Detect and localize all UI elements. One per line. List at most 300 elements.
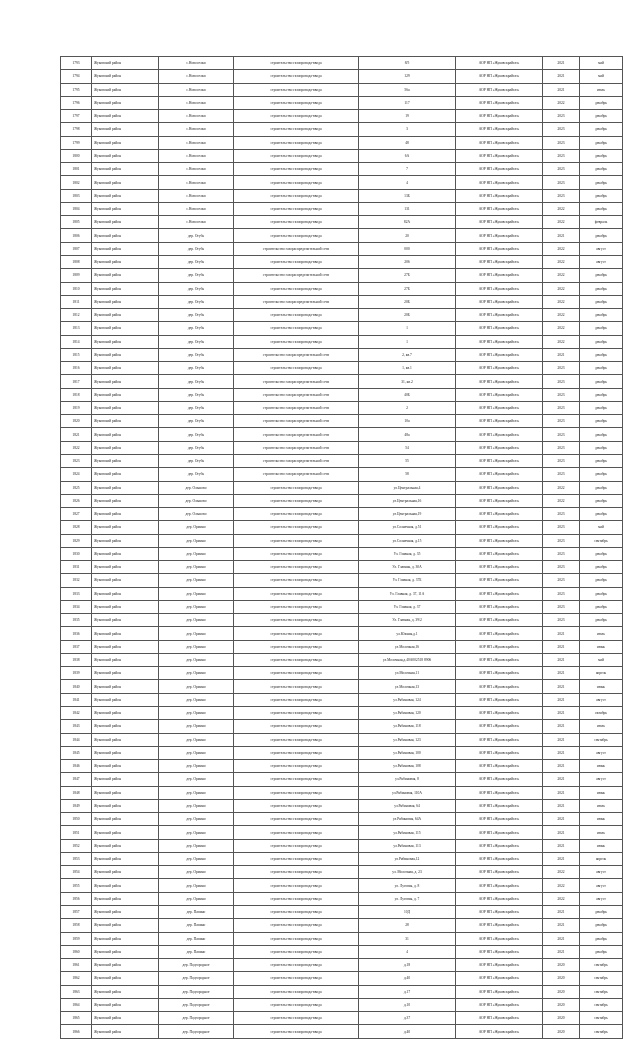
- district-cell: Жуковский район: [92, 123, 159, 136]
- contractor-cell: АОР НП «Жуковскрайгаз»: [456, 945, 543, 958]
- row-number-cell: 1806: [61, 229, 92, 242]
- work-type-cell: строительство газопровода-ввода: [234, 985, 359, 998]
- settlement-cell: дер. Огубь: [159, 375, 234, 388]
- table-row: [61, 335, 623, 348]
- row-number-cell: 1864: [61, 998, 92, 1011]
- row-number-cell: 1811: [61, 295, 92, 308]
- settlement-cell: дер. Огубь: [159, 415, 234, 428]
- contractor-cell: АОР НП «Жуковскрайгаз»: [456, 799, 543, 812]
- work-type-cell: строительство газораспределительной сети: [234, 441, 359, 454]
- contractor-cell: АОР НП «Жуковскрайгаз»: [456, 348, 543, 361]
- table-row: [61, 494, 623, 507]
- row-number-cell: 1840: [61, 680, 92, 693]
- month-cell: июнь: [580, 839, 623, 852]
- row-number-cell: 1843: [61, 720, 92, 733]
- month-cell: декабрь: [580, 362, 623, 375]
- settlement-cell: дер. Ормино: [159, 799, 234, 812]
- year-cell: 2023: [543, 375, 580, 388]
- object-address-cell: 28: [359, 919, 456, 932]
- settlement-cell: дер. Ормино: [159, 680, 234, 693]
- contractor-cell: АОР НП «Жуковскрайгаз»: [456, 322, 543, 335]
- settlement-cell: дер. Огубь: [159, 322, 234, 335]
- contractor-cell: АОР НП «Жуковскрайгаз»: [456, 640, 543, 653]
- district-cell: Жуковский район: [92, 720, 159, 733]
- settlement-cell: дер. Ормино: [159, 879, 234, 892]
- month-cell: август: [580, 693, 623, 706]
- month-cell: декабрь: [580, 561, 623, 574]
- settlement-cell: дер. Огубь: [159, 468, 234, 481]
- work-type-cell: строительство газопровода-ввода: [234, 998, 359, 1011]
- object-address-cell: ул.Солнечная, д.51: [359, 521, 456, 534]
- object-address-cell: Ул. Главная, д. 37: [359, 600, 456, 613]
- work-type-cell: строительство газопровода-ввода: [234, 972, 359, 985]
- work-type-cell: строительство газопровода-ввода: [234, 57, 359, 70]
- table-row: [61, 799, 623, 812]
- row-number-cell: 1808: [61, 255, 92, 268]
- row-number-cell: 1812: [61, 309, 92, 322]
- row-number-cell: 1847: [61, 773, 92, 786]
- year-cell: 2021: [543, 852, 580, 865]
- contractor-cell: АОР НП «Жуковскрайгаз»: [456, 163, 543, 176]
- work-type-cell: строительство газопровода-ввода: [234, 945, 359, 958]
- settlement-cell: дер. Огубь: [159, 229, 234, 242]
- month-cell: июль: [580, 720, 623, 733]
- object-address-cell: 1: [359, 335, 456, 348]
- year-cell: 2021: [543, 839, 580, 852]
- settlement-cell: с.Новоселки: [159, 57, 234, 70]
- district-cell: Жуковский район: [92, 229, 159, 242]
- year-cell: 2022: [543, 202, 580, 215]
- row-number-cell: 1796: [61, 96, 92, 109]
- contractor-cell: АОР НП «Жуковскрайгаз»: [456, 614, 543, 627]
- table-row: [61, 693, 623, 706]
- settlement-cell: дер. Подгородное: [159, 1012, 234, 1025]
- row-number-cell: 1832: [61, 574, 92, 587]
- table-row: [61, 866, 623, 879]
- year-cell: 2021: [543, 680, 580, 693]
- work-type-cell: строительство газопровода-ввода: [234, 508, 359, 521]
- object-address-cell: 27Б: [359, 282, 456, 295]
- month-cell: сентябрь: [580, 1025, 623, 1038]
- table-row: [61, 653, 623, 666]
- contractor-cell: АОР НП «Жуковскрайгаз»: [456, 282, 543, 295]
- month-cell: август: [580, 242, 623, 255]
- district-cell: Жуковский район: [92, 640, 159, 653]
- table-row: [61, 892, 623, 905]
- object-address-cell: ул.Рябиновая, 64А: [359, 813, 456, 826]
- district-cell: Жуковский район: [92, 600, 159, 613]
- settlement-cell: с.Новоселки: [159, 189, 234, 202]
- table-row: [61, 746, 623, 759]
- district-cell: Жуковский район: [92, 362, 159, 375]
- work-type-cell: строительство газопровода-ввода: [234, 760, 359, 773]
- object-address-cell: 19: [359, 110, 456, 123]
- settlement-cell: с.Новоселки: [159, 136, 234, 149]
- year-cell: 2023: [543, 454, 580, 467]
- contractor-cell: АОР НП «Жуковскрайгаз»: [456, 96, 543, 109]
- year-cell: 2021: [543, 826, 580, 839]
- settlement-cell: дер. Ормино: [159, 587, 234, 600]
- settlement-cell: с.Новоселки: [159, 123, 234, 136]
- year-cell: 2023: [543, 163, 580, 176]
- year-cell: 2023: [543, 614, 580, 627]
- settlement-cell: дер. Ормино: [159, 614, 234, 627]
- district-cell: Жуковский район: [92, 508, 159, 521]
- district-cell: Жуковский район: [92, 707, 159, 720]
- work-type-cell: строительство газопровода-ввода: [234, 189, 359, 202]
- row-number-cell: 1814: [61, 335, 92, 348]
- object-address-cell: ул.Центральная,19: [359, 508, 456, 521]
- month-cell: декабрь: [580, 481, 623, 494]
- table-row: [61, 667, 623, 680]
- work-type-cell: строительство газораспределительной сети: [234, 348, 359, 361]
- month-cell: февраль: [580, 216, 623, 229]
- contractor-cell: АОР НП «Жуковскрайгаз»: [456, 441, 543, 454]
- year-cell: 2021: [543, 720, 580, 733]
- object-address-cell: ул.Молочная,11: [359, 667, 456, 680]
- contractor-cell: АОР НП «Жуковскрайгаз»: [456, 508, 543, 521]
- year-cell: 2021: [543, 773, 580, 786]
- month-cell: сентябрь: [580, 1012, 623, 1025]
- settlement-cell: дер. Ормино: [159, 667, 234, 680]
- work-type-cell: строительство газопровода-ввода: [234, 1025, 359, 1038]
- year-cell: 2022: [543, 892, 580, 905]
- work-type-cell: строительство газопровода-ввода: [234, 773, 359, 786]
- row-number-cell: 1861: [61, 959, 92, 972]
- year-cell: 2022: [543, 282, 580, 295]
- row-number-cell: 1838: [61, 653, 92, 666]
- object-address-cell: д.40: [359, 1025, 456, 1038]
- object-address-cell: 4: [359, 176, 456, 189]
- contractor-cell: АОР НП «Жуковскрайгаз»: [456, 415, 543, 428]
- month-cell: декабрь: [580, 123, 623, 136]
- contractor-cell: АОР НП «Жуковскрайгаз»: [456, 720, 543, 733]
- settlement-cell: дер. Ормино: [159, 693, 234, 706]
- settlement-cell: дер. Огубь: [159, 295, 234, 308]
- contractor-cell: АОР НП «Жуковскрайгаз»: [456, 428, 543, 441]
- work-type-cell: строительство газопровода-ввода: [234, 176, 359, 189]
- month-cell: декабрь: [580, 932, 623, 945]
- row-number-cell: 1833: [61, 587, 92, 600]
- row-number-cell: 1809: [61, 269, 92, 282]
- district-cell: Жуковский район: [92, 985, 159, 998]
- object-address-cell: 3: [359, 123, 456, 136]
- year-cell: 2023: [543, 521, 580, 534]
- month-cell: декабрь: [580, 202, 623, 215]
- district-cell: Жуковский район: [92, 401, 159, 414]
- contractor-cell: АОР НП «Жуковскрайгаз»: [456, 242, 543, 255]
- table-row: [61, 388, 623, 401]
- contractor-cell: АОР НП «Жуковскрайгаз»: [456, 826, 543, 839]
- district-cell: Жуковский район: [92, 892, 159, 905]
- month-cell: август: [580, 866, 623, 879]
- contractor-cell: АОР НП «Жуковскрайгаз»: [456, 149, 543, 162]
- table-row: [61, 640, 623, 653]
- district-cell: Жуковский район: [92, 57, 159, 70]
- contractor-cell: АОР НП «Жуковскрайгаз»: [456, 653, 543, 666]
- year-cell: 2023: [543, 600, 580, 613]
- object-address-cell: 20: [359, 229, 456, 242]
- object-address-cell: 2: [359, 401, 456, 414]
- year-cell: 2021: [543, 707, 580, 720]
- district-cell: Жуковский район: [92, 786, 159, 799]
- table-row: [61, 959, 623, 972]
- object-address-cell: 10Д: [359, 906, 456, 919]
- table-row: [61, 269, 623, 282]
- row-number-cell: 1860: [61, 945, 92, 958]
- contractor-cell: АОР НП «Жуковскрайгаз»: [456, 1012, 543, 1025]
- settlement-cell: дер. Ормино: [159, 826, 234, 839]
- month-cell: декабрь: [580, 149, 623, 162]
- work-type-cell: строительство газопровода-ввода: [234, 653, 359, 666]
- row-number-cell: 1818: [61, 388, 92, 401]
- object-address-cell: Ул. Главная, д. 35: [359, 547, 456, 560]
- work-type-cell: строительство газопровода-ввода: [234, 149, 359, 162]
- district-cell: Жуковский район: [92, 813, 159, 826]
- month-cell: декабрь: [580, 388, 623, 401]
- row-number-cell: 1841: [61, 693, 92, 706]
- district-cell: Жуковский район: [92, 693, 159, 706]
- settlement-cell: дер. Огубь: [159, 255, 234, 268]
- table-row: [61, 760, 623, 773]
- row-number-cell: 1816: [61, 362, 92, 375]
- object-address-cell: ул.Рябиновая, 64: [359, 799, 456, 812]
- table-row: [61, 481, 623, 494]
- settlement-cell: дер. Ормино: [159, 640, 234, 653]
- object-address-cell: 54: [359, 441, 456, 454]
- table-row: [61, 906, 623, 919]
- object-address-cell: ул.Рябиновая, 118: [359, 720, 456, 733]
- settlement-cell: с.Новоселки: [159, 176, 234, 189]
- table-row: [61, 773, 623, 786]
- work-type-cell: строительство газопровода-ввода: [234, 786, 359, 799]
- object-address-cell: ул.Рябиновая, 113: [359, 839, 456, 852]
- object-address-cell: ул.Центральная,4: [359, 481, 456, 494]
- month-cell: декабрь: [580, 441, 623, 454]
- district-cell: Жуковский район: [92, 547, 159, 560]
- settlement-cell: с.Новоселки: [159, 216, 234, 229]
- work-type-cell: строительство газопровода-ввода: [234, 720, 359, 733]
- object-address-cell: ул.Рябиновая, 8: [359, 773, 456, 786]
- work-type-cell: строительство газораспределительной сети: [234, 454, 359, 467]
- work-type-cell: строительство газопровода-ввода: [234, 852, 359, 865]
- object-address-cell: 1, кв.1: [359, 362, 456, 375]
- table-row: [61, 70, 623, 83]
- table-row: [61, 534, 623, 547]
- district-cell: Жуковский район: [92, 667, 159, 680]
- work-type-cell: строительство газопровода-ввода: [234, 680, 359, 693]
- district-cell: Жуковский район: [92, 521, 159, 534]
- row-number-cell: 1857: [61, 906, 92, 919]
- settlement-cell: дер. Огубь: [159, 362, 234, 375]
- row-number-cell: 1828: [61, 521, 92, 534]
- year-cell: 2021: [543, 746, 580, 759]
- row-number-cell: 1827: [61, 508, 92, 521]
- contractor-cell: АОР НП «Жуковскрайгаз»: [456, 773, 543, 786]
- year-cell: 2023: [543, 388, 580, 401]
- object-address-cell: ул. Луговая, д. 7: [359, 892, 456, 905]
- district-cell: Жуковский район: [92, 96, 159, 109]
- district-cell: Жуковский район: [92, 216, 159, 229]
- month-cell: май: [580, 521, 623, 534]
- work-type-cell: строительство газопровода-ввода: [234, 547, 359, 560]
- object-address-cell: 48: [359, 136, 456, 149]
- contractor-cell: АОР НП «Жуковскрайгаз»: [456, 1025, 543, 1038]
- month-cell: июль: [580, 83, 623, 96]
- object-address-cell: д.10: [359, 998, 456, 1011]
- work-type-cell: строительство газопровода-ввода: [234, 574, 359, 587]
- table-row: [61, 149, 623, 162]
- row-number-cell: 1817: [61, 375, 92, 388]
- year-cell: 2021: [543, 760, 580, 773]
- table-row: [61, 985, 623, 998]
- work-type-cell: строительство газопровода-ввода: [234, 282, 359, 295]
- month-cell: декабрь: [580, 96, 623, 109]
- work-type-cell: строительство газопровода-ввода: [234, 839, 359, 852]
- object-address-cell: 56а: [359, 83, 456, 96]
- contractor-cell: АОР НП «Жуковскрайгаз»: [456, 229, 543, 242]
- row-number-cell: 1858: [61, 919, 92, 932]
- object-address-cell: ул.Рябиновая,12: [359, 852, 456, 865]
- table-row: [61, 720, 623, 733]
- district-cell: Жуковский район: [92, 998, 159, 1011]
- year-cell: 2021: [543, 83, 580, 96]
- object-address-cell: 20Б: [359, 295, 456, 308]
- settlement-cell: с.Новоселки: [159, 83, 234, 96]
- work-type-cell: строительство газопровода-ввода: [234, 813, 359, 826]
- object-address-cell: 20Б: [359, 309, 456, 322]
- district-cell: Жуковский район: [92, 746, 159, 759]
- settlement-cell: дер. Ормино: [159, 760, 234, 773]
- district-cell: Жуковский район: [92, 176, 159, 189]
- month-cell: сентябрь: [580, 959, 623, 972]
- district-cell: Жуковский район: [92, 760, 159, 773]
- table-row: [61, 786, 623, 799]
- contractor-cell: АОР НП «Жуковскрайгаз»: [456, 401, 543, 414]
- table-row: [61, 1025, 623, 1038]
- month-cell: июль: [580, 627, 623, 640]
- month-cell: июль: [580, 826, 623, 839]
- object-address-cell: 1: [359, 322, 456, 335]
- work-type-cell: строительство газопровода-ввода: [234, 667, 359, 680]
- year-cell: 2023: [543, 189, 580, 202]
- contractor-cell: АОР НП «Жуковскрайгаз»: [456, 335, 543, 348]
- contractor-cell: АОР НП «Жуковскрайгаз»: [456, 521, 543, 534]
- table-row: [61, 229, 623, 242]
- settlement-cell: дер. Ормино: [159, 521, 234, 534]
- contractor-cell: АОР НП «Жуковскрайгаз»: [456, 255, 543, 268]
- district-cell: Жуковский район: [92, 839, 159, 852]
- object-address-cell: 31, кв.2: [359, 375, 456, 388]
- settlement-cell: дер. Папино: [159, 932, 234, 945]
- contractor-cell: АОР НП «Жуковскрайгаз»: [456, 561, 543, 574]
- contractor-cell: АОР НП «Жуковскрайгаз»: [456, 309, 543, 322]
- object-address-cell: 10а: [359, 415, 456, 428]
- row-number-cell: 1824: [61, 468, 92, 481]
- district-cell: Жуковский район: [92, 574, 159, 587]
- work-type-cell: строительство газопровода-ввода: [234, 707, 359, 720]
- row-number-cell: 1836: [61, 627, 92, 640]
- year-cell: 2021: [543, 348, 580, 361]
- contractor-cell: АОР НП «Жуковскрайгаз»: [456, 388, 543, 401]
- row-number-cell: 1835: [61, 614, 92, 627]
- table-row: [61, 441, 623, 454]
- year-cell: 2020: [543, 1025, 580, 1038]
- month-cell: июнь: [580, 813, 623, 826]
- month-cell: декабрь: [580, 136, 623, 149]
- month-cell: октябрь: [580, 707, 623, 720]
- settlement-cell: дер. Ормино: [159, 892, 234, 905]
- row-number-cell: 1846: [61, 760, 92, 773]
- row-number-cell: 1807: [61, 242, 92, 255]
- contractor-cell: АОР НП «Жуковскрайгаз»: [456, 83, 543, 96]
- contractor-cell: АОР НП «Жуковскрайгаз»: [456, 468, 543, 481]
- year-cell: 2023: [543, 547, 580, 560]
- month-cell: декабрь: [580, 600, 623, 613]
- settlement-cell: дер. Ормино: [159, 600, 234, 613]
- year-cell: 2023: [543, 561, 580, 574]
- settlement-cell: дер. Огубь: [159, 348, 234, 361]
- year-cell: 2022: [543, 96, 580, 109]
- work-type-cell: строительство газопровода-ввода: [234, 83, 359, 96]
- table-row: [61, 521, 623, 534]
- work-type-cell: строительство газопровода-ввода: [234, 866, 359, 879]
- year-cell: 2023: [543, 362, 580, 375]
- row-number-cell: 1866: [61, 1025, 92, 1038]
- year-cell: 2023: [543, 401, 580, 414]
- district-cell: Жуковский район: [92, 454, 159, 467]
- work-type-cell: строительство газопровода-ввода: [234, 110, 359, 123]
- settlement-cell: дер. Огубь: [159, 282, 234, 295]
- table-row: [61, 375, 623, 388]
- settlement-cell: дер. Огубь: [159, 242, 234, 255]
- month-cell: декабрь: [580, 945, 623, 958]
- year-cell: 2022: [543, 481, 580, 494]
- district-cell: Жуковский район: [92, 826, 159, 839]
- settlement-cell: с.Новоселки: [159, 70, 234, 83]
- year-cell: 2020: [543, 998, 580, 1011]
- object-address-cell: 82А: [359, 216, 456, 229]
- settlement-cell: дер. Ольшово: [159, 508, 234, 521]
- year-cell: 2021: [543, 733, 580, 746]
- work-type-cell: строительство газопровода-ввода: [234, 614, 359, 627]
- object-address-cell: 13Б: [359, 189, 456, 202]
- district-cell: Жуковский район: [92, 1025, 159, 1038]
- table-row: [61, 1012, 623, 1025]
- object-address-cell: ул.Молочная,д.40А002518 8906: [359, 653, 456, 666]
- month-cell: июнь: [580, 640, 623, 653]
- settlement-cell: дер. Подгородное: [159, 985, 234, 998]
- year-cell: 2021: [543, 813, 580, 826]
- settlement-cell: дер. Папино: [159, 906, 234, 919]
- object-address-cell: ул.Рябиновая, 123: [359, 733, 456, 746]
- settlement-cell: дер. Огубь: [159, 309, 234, 322]
- work-type-cell: строительство газопровода-ввода: [234, 362, 359, 375]
- work-type-cell: строительство газопровода-ввода: [234, 892, 359, 905]
- year-cell: 2022: [543, 269, 580, 282]
- year-cell: 2020: [543, 985, 580, 998]
- contractor-cell: АОР НП «Жуковскрайгаз»: [456, 269, 543, 282]
- row-number-cell: 1795: [61, 83, 92, 96]
- object-address-cell: д.18: [359, 959, 456, 972]
- year-cell: 2022: [543, 322, 580, 335]
- district-cell: Жуковский район: [92, 202, 159, 215]
- month-cell: декабрь: [580, 919, 623, 932]
- table-row: [61, 454, 623, 467]
- object-address-cell: д.40: [359, 972, 456, 985]
- year-cell: 2023: [543, 468, 580, 481]
- table-row: [61, 110, 623, 123]
